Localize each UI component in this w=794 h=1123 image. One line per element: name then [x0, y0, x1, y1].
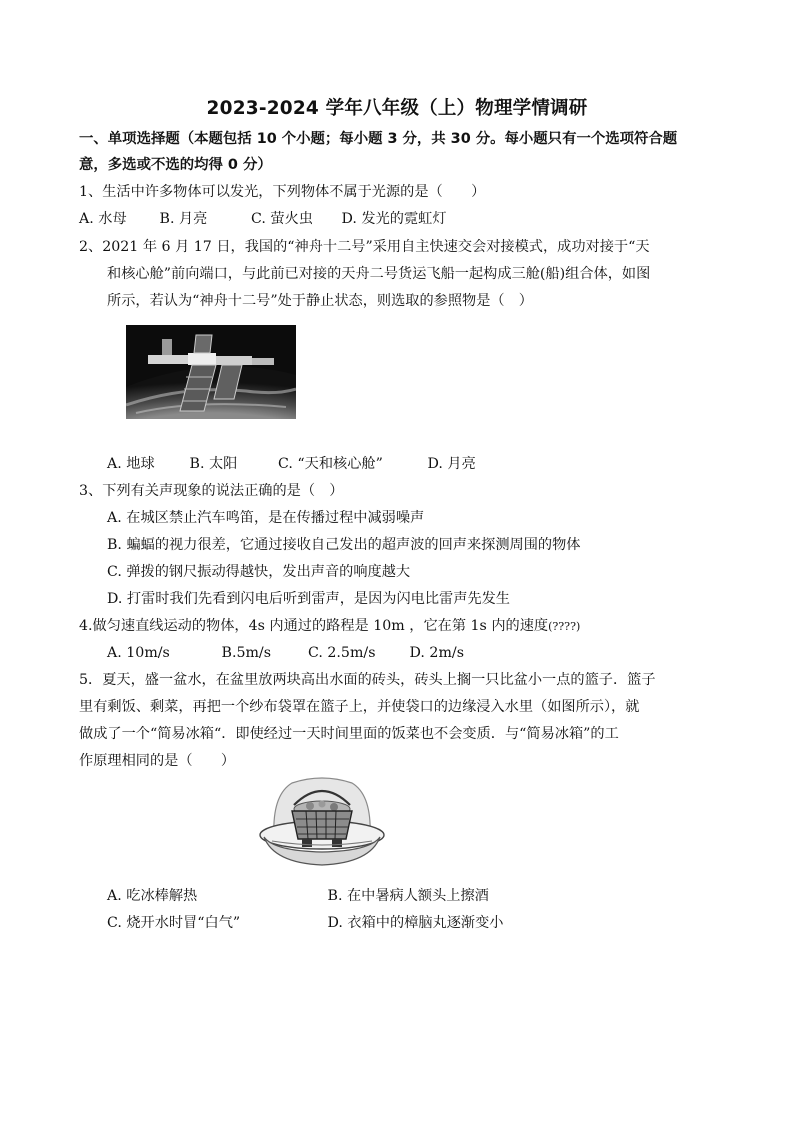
page-title: 2023-2024 学年八年级（上）物理学情调研	[206, 98, 588, 119]
q1-option-c: C. 萤火虫	[251, 211, 313, 227]
q2-line1: 2、2021 年 6 月 17 日，我国的“神舟十二号”采用自主快速交会对接模式，成功对接于“天	[79, 239, 650, 255]
q3-option-b: B. 蝙蝠的视力很差，它通过接收自己发出的超声波的回声来探测周围的物体	[107, 537, 581, 553]
q2-line3: 所示，若认为“神舟十二号”处于静止状态，则选取的参照物是（ ）	[107, 293, 533, 309]
q2-option-b: B. 太阳	[189, 456, 238, 472]
q1-options	[79, 209, 447, 229]
simple-fridge-image	[258, 775, 386, 869]
q5-options-row1	[107, 886, 489, 906]
q5-option-d: D. 衣箱中的樟脑丸逐渐变小	[327, 915, 504, 931]
q1-option-b: B. 月亮	[159, 211, 208, 227]
q1-option-a: A. 水母	[79, 211, 127, 227]
q5-line2: 里有剩饭、剩菜，再把一个纱布袋罩在篮子上，并使袋口的边缘浸入水里（如图所示），就	[79, 699, 640, 715]
q3-option-a: A. 在城区禁止汽车鸣笛，是在传播过程中减弱噪声	[107, 510, 425, 526]
q5-options-row2	[107, 913, 503, 933]
q2-line2: 和核心舱”前向端口，与此前已对接的天舟二号货运飞船一起构成三舱(船)组合体，如图	[107, 266, 651, 282]
q4-option-b: B.5m/s	[221, 645, 271, 661]
q2-option-d: D. 月亮	[427, 456, 476, 472]
q3-option-c: C. 弹拨的钢尺振动得越快，发出声音的响度越大	[107, 564, 411, 580]
q1-option-d: D. 发光的霓虹灯	[341, 211, 447, 227]
q3-stem: 3、下列有关声现象的说法正确的是（ ）	[79, 483, 344, 499]
q1-stem: 1、生活中许多物体可以发光，下列物体不属于光源的是（ ）	[79, 184, 486, 200]
q4-stem-tail: (????)	[548, 620, 581, 633]
q2-options	[107, 454, 476, 474]
q5-line3: 做成了一个“简易冰箱“．即使经过一天时间里面的饭菜也不会变质．与“简易冰箱”的工	[79, 726, 619, 742]
space-station-image	[126, 325, 296, 419]
q4-stem	[79, 616, 580, 637]
q5-line4: 作原理相同的是（ ）	[79, 753, 236, 769]
q4-option-d: D. 2m/s	[409, 645, 464, 661]
section-heading-line1: 一、单项选择题（本题包括 10 个小题；每小题 3 分，共 30 分。每小题只有一个选项符合题	[79, 131, 678, 147]
q4-option-c: C. 2.5m/s	[308, 645, 376, 661]
q2-option-a: A. 地球	[107, 456, 155, 472]
section-heading-line2: 意，多选或不选的均得 0 分）	[79, 157, 272, 173]
q5-line1: 5．夏天，盛一盆水，在盆里放两块高出水面的砖头，砖头上搁一只比盆小一点的篮子．篮子	[79, 672, 656, 688]
q5-option-c: C. 烧开水时冒“白气”	[107, 915, 241, 931]
q3-option-d: D. 打雷时我们先看到闪电后听到雷声，是因为闪电比雷声先发生	[107, 591, 510, 607]
q4-option-a: A. 10m/s	[107, 645, 170, 661]
q2-option-c: C. “天和核心舱”	[278, 456, 383, 472]
q5-option-a: A. 吃冰棒解热	[107, 888, 198, 904]
q4-stem-text: 4.做匀速直线运动的物体，4s 内通过的路程是 10m ，它在第 1s 内的速度	[79, 618, 549, 634]
q5-option-b: B. 在中暑病人额头上擦酒	[327, 888, 489, 904]
q4-options	[107, 643, 464, 663]
